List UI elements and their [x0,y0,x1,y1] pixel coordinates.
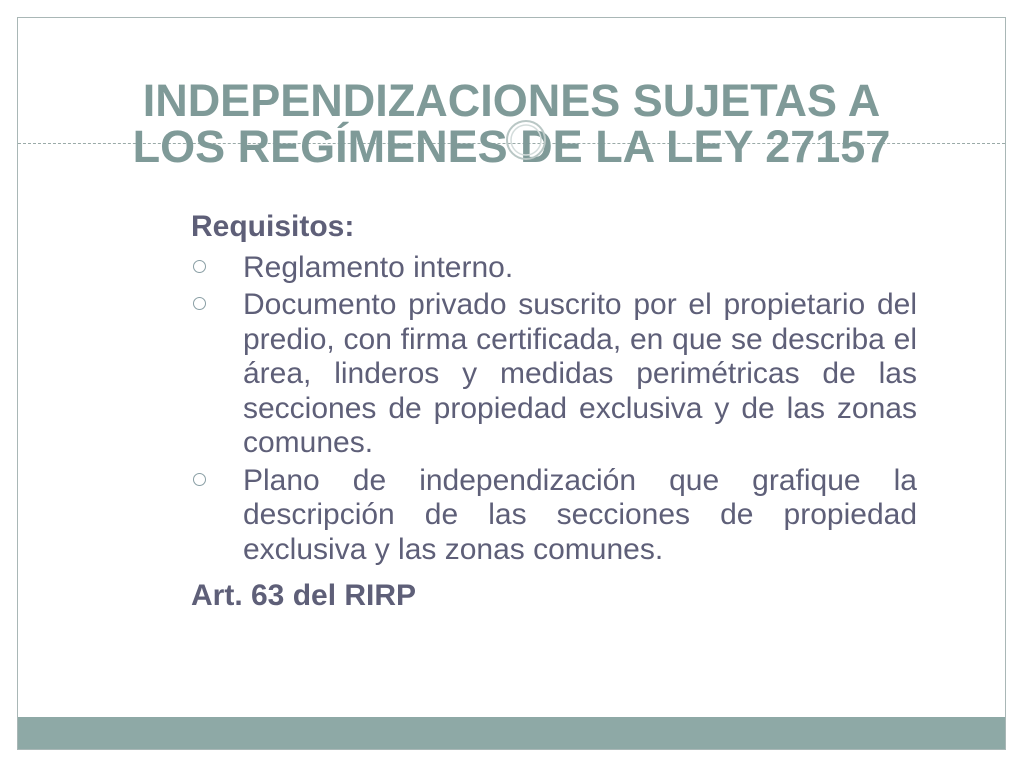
list-item [191,288,917,461]
list-item-text: Reglamento interno. [243,250,514,284]
list-item [191,464,917,568]
requirements-list [191,251,917,568]
list-item-text: Documento privado suscrito por el propietario del predio, con firma certificada, en que se describa el área, linderos y medidas perimétricas de las secciones de propiedad exclusiva y de las zonas comunes. [243,288,917,459]
list-item [191,251,917,286]
list-item-text: Plano de independización que grafique la descripción de las secciones de propiedad exclusiva y las zonas comunes. [243,463,917,566]
bottom-accent-bar [18,717,1005,749]
hollow-circle-bullet-icon [193,297,206,310]
requirements-heading: Requisitos: [191,210,355,243]
slide-title-line-1: INDEPENDIZACIONES SUJETAS A [142,75,881,126]
hollow-circle-bullet-icon [193,260,206,273]
slide-title-line-2: LOS REGÍMENES DE LA LEY 27157 [132,121,891,172]
slide [17,17,1006,750]
hollow-circle-bullet-icon [193,473,206,486]
title-ring-ornament-icon [502,116,550,164]
article-reference: Art. 63 del RIRP [191,579,417,612]
slide-body [191,210,917,614]
